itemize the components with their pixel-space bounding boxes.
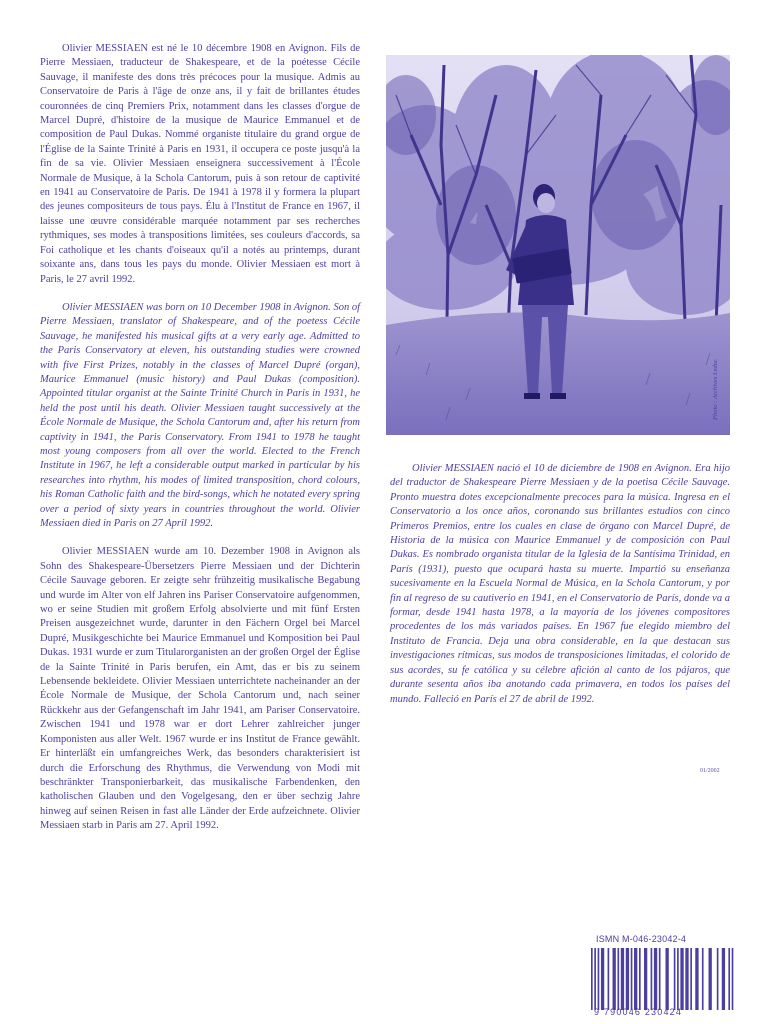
barcode-bar [617, 948, 619, 1010]
barcode-bar [608, 948, 610, 1010]
composer-photo [386, 55, 730, 435]
barcode-number: 9 790046 230424 [594, 1007, 683, 1017]
biography-english: Olivier MESSIAEN was born on 10 December 1908 in Avignon. Son of Pierre Messiaen, translator of Shakespeare, and of the poetess Cécile Sauvage, he manifested his musical gifts at a very early age. Admitted to the Paris Conservatory at eleven, his outstanding studies were crowned with five First Prizes, notably in the classes of Marcel Dupré (organ), Maurice Emmanuel (music history) and Paul Dukas (composition). Appointed titular organist at the Sainte Trinité Church in Paris in 1931, he held the post until his death. Olivier Messiaen taught successively at the École Normale de Musique, the Schola Cantorum and, after his return from captivity in 1941, the Paris Conservatory. From 1941 to 1978 he taught most young composers from all over the world. Elected to the French Institute in 1967, he left a considerable output marked in particular by his researches into rhythm, his modes of limited transposition, chord colours, his Roman Catholic faith and the bird-songs, which he notated every spring over a period of sixty years in countries throughout the world. Olivier Messiaen died in Paris on 27 April 1992. [40, 301, 360, 529]
barcode-bar [634, 948, 637, 1010]
barcode-bar [598, 948, 600, 1010]
biography-german: Olivier MESSIAEN wurde am 10. Dezember 1908 in Avignon als Sohn des Shakespeare-Übersetzers Pierre Messiaen und der Dichterin Cécile Sauvage geboren. Er zeigte sehr frühzeitig musikalische Begabung und wurde im Alter von elf Jahren ins Pariser Conservatoire aufgenommen, wo er seine Studien mit großem Erfolg absolvierte und mit fünf Ersten Preisen ausgezeichnet wurde, darunter in den Fächern Orgel bei Marcel Dupré, Musikgeschichte bei Maurice Emmanuel und Komposition bei Paul Dukas. 1931 wurde er zum Titularorganisten an der großen Orgel der Église de la Sainte Trinité in Paris berufen, ein Amt, das er bis zu seinem Lebensende bekleidete. Olivier Messiaen unterrichtete nacheinander an der École Normale de Musique, der Schola Cantorum und, nach seiner Rückkehr aus der Gefangenschaft im Jahr 1941, am Pariser Conservatoire. Zwischen 1941 und 1978 war er dort Lehrer zahlreicher junger Komponisten aus aller Welt. 1967 wurde er ins Institut de France gewählt. Er hinterläßt ein umfangreiches Werk, das besonders charakterisiert ist durch die Erforschung des Rhythmus, die Verwendung von Modi mit beschränkter Transponierbarkeit, das musikalische Farbendenken, den katholischen Glauben und den Vogelgesang, den er über sechzig Jahre hinweg auf seinen Reisen in fast alle Länder der Erde aufzeichnete. Olivier Messiaen starb in Paris am 27. April 1992. [40, 546, 360, 832]
barcode-bar [644, 948, 647, 1010]
photo-credit: Photo : Archives Leduc [712, 359, 719, 420]
right-text-column [390, 462, 730, 721]
barcode-bar [677, 948, 679, 1010]
barcode-bar [702, 948, 704, 1010]
barcode-bar [631, 948, 633, 1010]
barcode-bar [717, 948, 719, 1010]
barcode-bar [626, 948, 629, 1010]
print-date: 01/2002 [700, 768, 720, 774]
barcode-bar [722, 948, 725, 1010]
barcode-bar [601, 948, 604, 1010]
barcode-bar [621, 948, 624, 1010]
ismn-number: ISMN M-046-23042-4 [596, 934, 687, 944]
barcode-bar [613, 948, 616, 1010]
barcode-bar [594, 948, 596, 1010]
barcode-bar [665, 948, 668, 1010]
barcode-bar [591, 948, 593, 1010]
left-text-column [40, 42, 360, 848]
barcode-bar [690, 948, 692, 1010]
barcode-bar [728, 948, 730, 1010]
barcode [591, 948, 735, 1010]
barcode-bar [654, 948, 657, 1010]
barcode-bar [674, 948, 676, 1010]
barcode-bar [651, 948, 653, 1010]
barcode-bar [639, 948, 641, 1010]
barcode-bar [680, 948, 683, 1010]
barcode-bar [709, 948, 712, 1010]
biography-spanish: Olivier MESSIAEN nació el 10 de diciembre de 1908 en Avignon. Era hijo del traductor de Shakespeare Pierre Messiaen y de la poetisa Cécile Sauvage. Pronto muestra dotes excepcionalmente precoces para la música. Ingresa en el Conservatorio a los once años, coronando sus brillantes estudios con cinco Primeros Premios, entre los cuales en clase de órgano con Marcel Dupré, de Historia de la música con Maurice Emmanuel y de composición con Paul Dukas. Es nombrado organista titular de la Iglesia de la Santísima Trinidad, en París (1931), puesto que ocupará hasta su muerte. Impartió su enseñanza sucesivamente en la Escuela Normal de Música, en la Schola Cantorum, y por fin al regreso de su cautiverio en 1941, en el Conservatorio de París, donde va a formar, desde 1941 hasta 1978, a la mayoría de los jóvenes compositores procedentes de los más variados países. En 1967 fue elegido miembro del Instituto de Francia. Deja una obra considerable, en la que destacan sus investigaciones rítmicas, sus modos de transposiciones limitadas, el colorido de sus acordes, su fe católica y su célebre afición al canto de los pájaros, que durante sesenta años iba anotando cada primavera, en todos los países del mundo. Falleció en París el 27 de abril de 1992. [390, 463, 730, 705]
barcode-bar [695, 948, 698, 1010]
biography-french: Olivier MESSIAEN est né le 10 décembre 1908 en Avignon. Fils de Pierre Messiaen, traducteur de Shakespeare, et de la poétesse Cécile Sauvage, il manifeste des dons très précoces pour la musique. Admis au Conservatoire de Paris à l'âge de onze ans, il y fait de brillantes études couronnées de cinq Premiers Prix, notamment dans les classes d'orgue de Marcel Dupré, d'histoire de la musique de Maurice Emmanuel et de composition de Paul Dukas. Nommé organiste titulaire du grand orgue de l'Église de la Sainte Trinité à Paris en 1931, il occupera ce poste jusqu'à la fin de sa vie. Olivier Messiaen enseignera successivement à l'École Normale de Musique, à la Schola Cantorum, puis à son retour de captivité en 1941 au Conservatoire de Paris. De 1941 à 1978 il y formera la plupart des jeunes compositeurs de tous pays. Élu à l'Institut de France en 1967, il laisse une œuvre considérable marquée notamment par ses recherches rythmiques, ses modes à transpositions limitées, ses couleurs d'accords, sa Foi catholique et les chants d'oiseaux qu'il a notés au printemps, durant soixante ans, dans tous les pays du monde. Olivier Messiaen est mort à Paris, le 27 avril 1992. [40, 43, 360, 285]
barcode-bar [685, 948, 688, 1010]
barcode-bar [732, 948, 734, 1010]
barcode-bar [659, 948, 661, 1010]
